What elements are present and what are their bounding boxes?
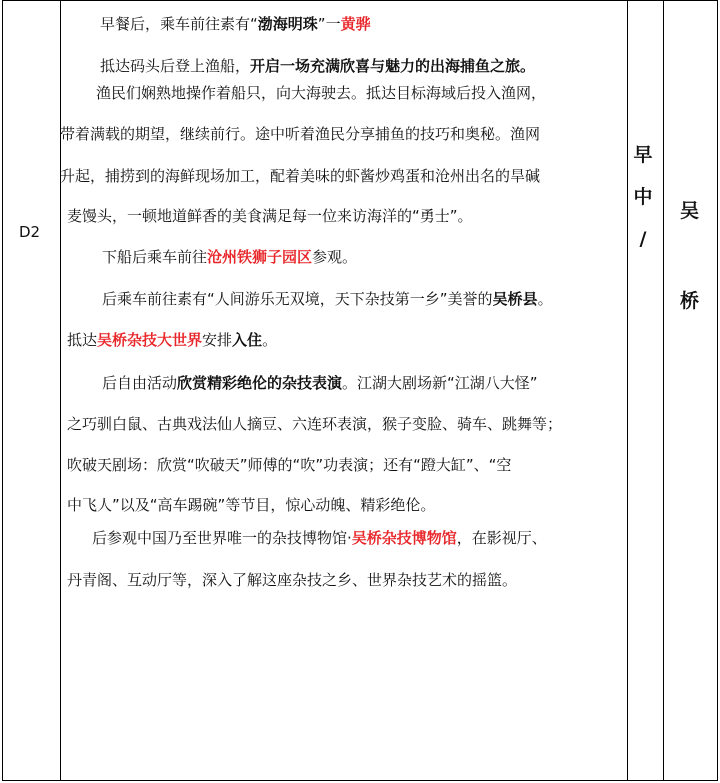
text: 。江湖大剧场新“江湖八大怪” [342,374,538,392]
highlight-wuqiao-county: 吴桥县 [492,290,538,308]
text: 早餐后，乘车前往素有“ [100,15,258,33]
paragraph-museum-line-1 [92,528,547,548]
text: 参观。 [312,248,358,266]
highlight-acrobatics-world: 吴桥杂技大世界 [97,331,203,349]
paragraph-show-line-1 [102,373,538,393]
meal-breakfast: 早 [633,144,653,166]
hotel-char-1: 吴 [679,200,699,222]
paragraph-fishing-line-4: 升起，捕捞到的海鲜现场加工，配着美味的虾酱炒鸡蛋和沧州出名的旱碱 [60,167,541,185]
column-divider-meals [627,1,628,780]
paragraph-museum-line-2: 丹青阁、互动厅等，深入了解这座杂技之乡、世界杂技艺术的摇篮。 [67,571,518,589]
paragraph-wuqiao-line-2 [67,330,277,350]
meal-dinner: / [639,228,647,250]
text: 。 [537,290,553,308]
paragraph-iron-lion [102,247,357,267]
text: 抵达码头后登上渔船， [100,57,251,75]
highlight-iron-lion-park: 沧州铁狮子园区 [207,248,313,266]
highlight-acrobatics-museum: 吴桥杂技博物馆 [351,529,457,547]
text: 。 [262,331,278,349]
paragraph-fishing-line-3: 带着满载的期望，继续前行。途中听着渔民分享捕鱼的技巧和奥秘。渔网 [60,125,541,143]
highlight-fishing-trip: 开启一场充满欣喜与魅力的出海捕鱼之旅。 [250,57,536,75]
text: 后参观中国乃至世界唯一的杂技博物馆· [92,529,352,547]
text: 后自由活动 [102,374,178,392]
paragraph-fishing-line-2: 渔民们娴熟地操作着船只，向大海驶去。抵达目标海域后投入渔网， [96,84,547,102]
meals-cell [626,134,660,260]
day-label: D2 [18,223,41,241]
paragraph-show-line-3: 吹破天剧场：欣赏“吹破天”师傅的“吹”功表演；还有“蹬大缸”、“空 [67,456,512,474]
paragraph-wuqiao-line-1 [102,289,553,309]
text: 下船后乘车前往 [102,248,208,266]
hotel-cell [662,166,717,346]
text: 后乘车前往素有“人间游乐无双境，天下杂技第一乡”美誉的 [102,290,493,308]
paragraph-show-line-2: 之巧驯白鼠、古典戏法仙人摘豆、六连环表演，猴子变脸、骑车、跳舞等； [67,415,563,433]
text: ”一 [317,15,341,33]
text: 抵达 [67,331,98,349]
meal-lunch: 中 [633,186,653,208]
highlight-huanghua: 黄骅 [340,15,371,33]
highlight-acrobatic-show: 欣赏精彩绝伦的杂技表演 [177,374,343,392]
highlight-bohai-pearl: 渤海明珠 [257,15,318,33]
highlight-check-in: 入住 [232,331,263,349]
column-divider-hotel [663,1,664,780]
column-divider-day [60,1,61,780]
paragraph-fishing-line-5: 麦馒头，一顿地道鲜香的美食满足每一位来访海洋的“勇士”。 [67,207,473,225]
paragraph-show-line-4: 中飞人”以及“高车踢碗”等节目，惊心动魄、精彩绝伦。 [67,496,436,514]
text: ，在影视厅、 [456,529,547,547]
paragraph-breakfast [100,14,371,34]
hotel-char-2: 桥 [679,290,699,312]
paragraph-fishing-line-1 [100,56,535,76]
text: 安排 [202,331,233,349]
